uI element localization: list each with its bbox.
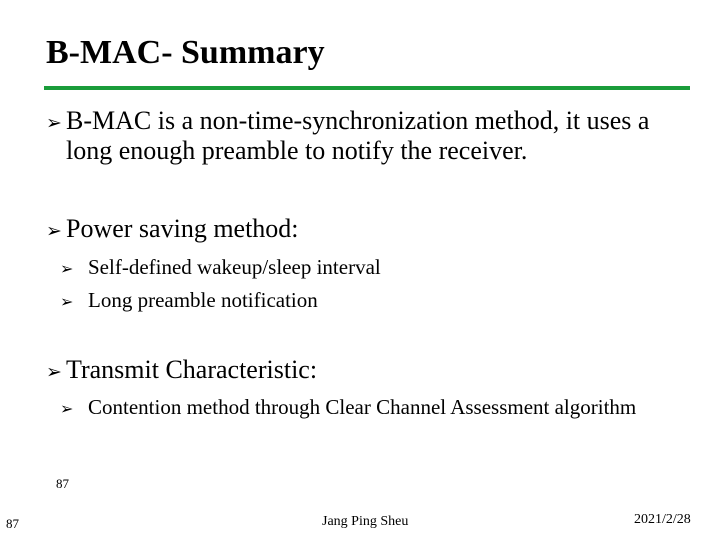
arrow-bullet-icon: ➢ (46, 220, 62, 242)
bullet-text: Self-defined wakeup/sleep interval (88, 255, 381, 279)
bullet-bmac-description (46, 106, 686, 166)
bullet-text: Long preamble notification (88, 288, 318, 312)
arrow-bullet-icon: ➢ (60, 259, 74, 278)
arrow-bullet-icon: ➢ (60, 292, 74, 311)
arrow-bullet-icon: ➢ (46, 112, 62, 134)
slide-title: B-MAC- Summary (46, 34, 325, 71)
bullet-power-saving (46, 214, 686, 244)
bullet-text: Transmit Characteristic: (66, 355, 318, 384)
arrow-bullet-icon: ➢ (60, 399, 74, 418)
arrow-bullet-icon: ➢ (46, 361, 62, 383)
subbullet-wakeup-interval (60, 253, 680, 282)
bullet-transmit-characteristic (46, 355, 686, 385)
bullet-text: Power saving method: (66, 214, 299, 243)
footer-author: Jang Ping Sheu (322, 514, 409, 529)
title-underline (44, 86, 690, 90)
bullet-text: Contention method through Clear Channel Assessment algorithm (88, 395, 637, 419)
footer-date: 2021/2/28 (634, 512, 691, 527)
subbullet-long-preamble (60, 286, 680, 315)
page-number-inner: 87 (56, 476, 69, 491)
subbullet-contention-method (60, 393, 660, 422)
bullet-text: B-MAC is a non-time-synchronization method, it uses a long enough preamble to notify the receiver. (66, 106, 650, 165)
page-number-outer: 87 (6, 516, 19, 531)
